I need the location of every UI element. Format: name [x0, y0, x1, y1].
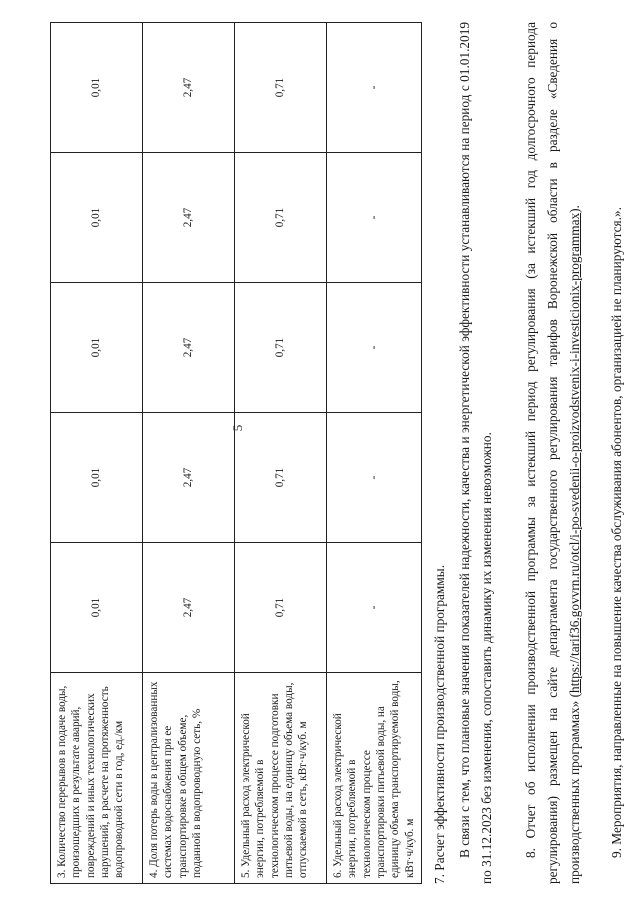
paragraph-text: В связи с тем, что плановые значения показателей надежности, качества и энергетической эффективности устанавливаются на период с 01.01.2019 по 31.12.2023 без изменения, сопоставить динамику их изменения невозможно.	[457, 22, 494, 884]
section7-paragraph	[454, 22, 498, 884]
table-cell: 0,01	[51, 413, 143, 543]
table-cell: -	[327, 283, 422, 413]
paragraph-text	[520, 22, 586, 884]
page-number: 5	[230, 424, 245, 432]
table-cell: -	[327, 23, 422, 153]
table-cell: 2,47	[143, 543, 235, 673]
report-link[interactable]: https://tarif36.govvrn.ru/otcl/i-po-svedenii-o-proizvodstvenix-i-investicionix-programmax	[566, 212, 582, 693]
table-cell: 0,71	[235, 413, 327, 543]
table-cell: 0,01	[51, 153, 143, 283]
table-cell: 0,01	[51, 283, 143, 413]
table-row	[235, 23, 327, 884]
section8-paragraph	[520, 22, 586, 884]
section9-paragraph	[606, 22, 628, 884]
row-label: 5. Удельный расход электрической энергии, потребляемой в технологическом процессе подготовки питьевой воды, на единицу объема воды, отпускаемой в сеть, кВт·ч/куб. м	[235, 673, 327, 884]
table-cell: 0,71	[235, 23, 327, 153]
section8-text-end: ).	[566, 205, 582, 213]
table-cell: -	[327, 543, 422, 673]
table-row	[51, 23, 143, 884]
paragraph-text: 9. Мероприятия, направленные на повышение качества обслуживания абонентов, организацией не планируются.».	[609, 207, 624, 858]
table-cell: 2,47	[143, 413, 235, 543]
table-cell: 0,71	[235, 283, 327, 413]
table-cell: -	[327, 153, 422, 283]
row-label: 4. Доля потерь воды в централизованных системах водоснабжения при ее транспортировке в общем объеме, поданной в водопроводную сеть, %	[143, 673, 235, 884]
indicators-table	[50, 22, 422, 884]
table-cell: -	[327, 413, 422, 543]
table-cell: 2,47	[143, 23, 235, 153]
table-cell: 0,71	[235, 543, 327, 673]
rotated-content	[50, 22, 624, 884]
table-cell: 0,01	[51, 543, 143, 673]
table-row	[327, 23, 422, 884]
table-cell: 0,71	[235, 153, 327, 283]
table-cell: 2,47	[143, 153, 235, 283]
section8-text: 8. Отчет об исполнении производственной программы за истекший период регулирования (за истекший год долгосрочного периода регулирования) размещен на сайте департамента государственного регулирования тарифов Воронежской области в разделе «Сведения о производственных программах» (	[523, 22, 582, 884]
section-heading: 7. Расчет эффективности производственной программы.	[432, 564, 447, 884]
row-label: 3. Количество перерывов в подаче воды, произошедших в результате аварий, повреждений и иных технологических нарушений, в расчете на протяженность водопроводной сети в год, ед./км	[51, 673, 143, 884]
table-row	[143, 23, 235, 884]
table-cell: 0,01	[51, 23, 143, 153]
row-label: 6. Удельный расход электрической энергии, потребляемой в технологическом процессе транспортировки питьевой воды, на единицу объема транспортируемой воды, кВт·ч/куб. м	[327, 673, 422, 884]
table-cell: 2,47	[143, 283, 235, 413]
